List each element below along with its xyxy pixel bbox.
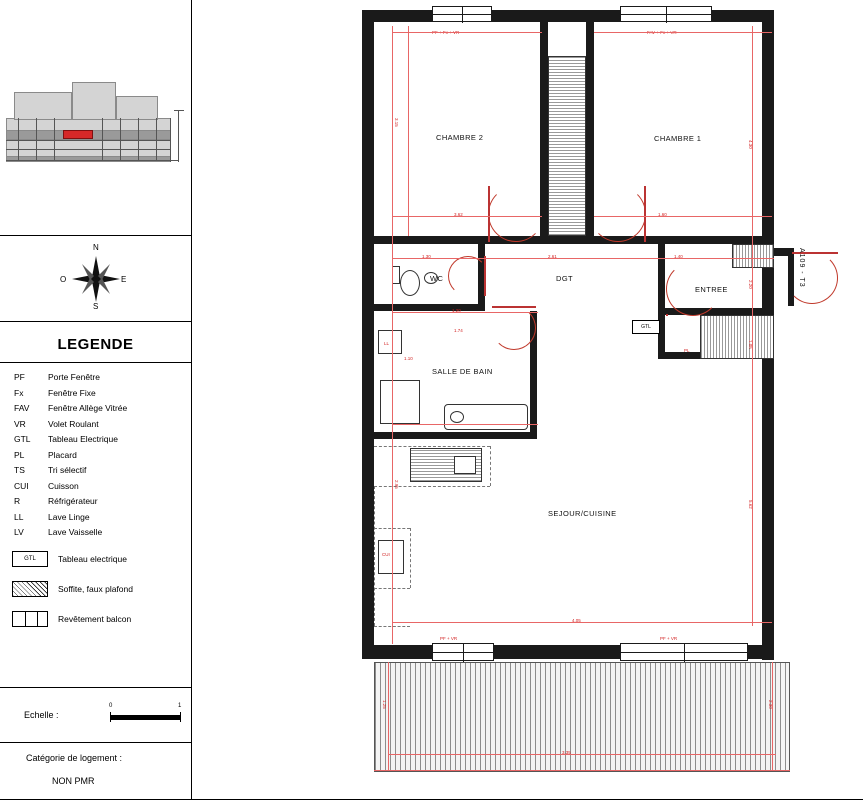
dwelling-category-section — [0, 743, 191, 799]
bathroom-sink-icon — [450, 411, 464, 423]
dimension-text: 4.05 — [572, 618, 581, 623]
cuisson-tag: CUI — [382, 552, 390, 557]
room-label-dgt: DGT — [556, 274, 574, 283]
legend-abbr: GTL — [14, 434, 31, 444]
kitchen-dash-col — [410, 528, 411, 588]
elevation-drawing — [6, 70, 186, 165]
legend-abbr: VR — [14, 418, 26, 429]
legend-definition: Fenêtre Allège Vitrée — [48, 403, 128, 413]
closet-entree — [700, 315, 774, 359]
compass-label-s: S — [93, 302, 99, 311]
legend-item — [14, 463, 184, 479]
dimension-text: 1.20 — [452, 308, 461, 313]
legend-item — [14, 494, 184, 510]
legend-abbr: TS — [14, 465, 25, 475]
legend-definition: Lave Linge — [48, 511, 90, 522]
legend-item — [14, 448, 184, 464]
dim-line-right — [752, 26, 753, 626]
legend-item — [14, 525, 184, 541]
dim-line-left-inner — [408, 26, 409, 236]
category-label: Catégorie de logement : — [26, 753, 123, 763]
legend-abbr: R — [14, 496, 21, 506]
legend-definition: Tableau Electrique — [48, 434, 118, 444]
legend-symbol-list — [12, 544, 187, 634]
window-sejour-right — [620, 643, 748, 661]
dimension-text: 3.35 — [562, 750, 571, 755]
wall-gtl-bottom — [658, 352, 700, 359]
scale-max-label: 1 — [178, 703, 182, 709]
kitchen-dash-left — [374, 486, 375, 626]
hatch-swatch-icon — [12, 581, 48, 597]
door-wc — [448, 256, 488, 296]
legend-item — [14, 370, 184, 386]
legend-definition: Cuisson — [48, 480, 79, 491]
dimension-text: 1.60 — [658, 212, 667, 217]
dim-line-mid-bedrooms-right — [594, 216, 772, 217]
category-value: NON PMR — [52, 776, 95, 786]
terrace-area — [374, 662, 790, 772]
legend-abbr: LV — [14, 527, 24, 537]
room-label-entree: ENTREE — [695, 285, 728, 294]
dimension-text: 2.61 — [548, 254, 557, 259]
wall-salledebain-bottom — [374, 432, 537, 439]
compass-label-o: O — [60, 275, 67, 284]
legend-item — [14, 401, 184, 417]
dimension-text: 1.74 — [454, 328, 463, 333]
dimension-text: 1.30 — [422, 254, 431, 259]
door-leaf-wc — [484, 256, 486, 296]
dim-line-left-outer — [392, 26, 393, 644]
legend-definition: Volet Roulant — [48, 418, 99, 429]
legend-symbol-row — [12, 604, 187, 634]
dim-line-top-right — [594, 32, 772, 33]
legend-heading: LEGENDE — [57, 336, 134, 353]
dimension-text: 3.15 — [394, 118, 399, 127]
room-label-wc: WC — [430, 274, 444, 283]
wall-bedrooms-bottom — [374, 236, 774, 244]
scale-section — [0, 688, 191, 743]
window-chambre-1 — [620, 6, 712, 22]
door-chambre-2 — [488, 186, 544, 242]
legend-panel — [0, 0, 192, 800]
gtl-electrical-panel: GTL — [632, 320, 660, 334]
dimension-text: 1.10 — [404, 356, 413, 361]
dimension-text: 2.95 — [394, 480, 399, 489]
fridge-icon — [378, 540, 404, 574]
legend-abbr: CUI — [14, 480, 29, 491]
dimension-text: 5.62 — [748, 500, 753, 509]
kitchen-dash-right — [490, 446, 491, 486]
dim-line-terrace — [388, 754, 776, 755]
legend-definition: Fenêtre Fixe — [48, 387, 96, 398]
gtl-box-icon: GTL — [12, 551, 48, 567]
dim-line-mid-bedrooms — [392, 216, 542, 217]
legend-definition: Réfrigérateur — [48, 496, 98, 506]
apartment-floor-plan — [192, 0, 863, 799]
wall-entree-left — [658, 244, 665, 314]
scale-min-label: 0 — [109, 703, 113, 709]
legend-symbol-row — [12, 544, 187, 574]
dim-line-hall — [392, 258, 774, 259]
legend-item — [14, 479, 184, 495]
compass-label-e: E — [121, 275, 127, 284]
legend-item — [14, 510, 184, 526]
room-label-chambre-1: CHAMBRE 1 — [654, 134, 702, 143]
window-tag-bottom-left: PF + VR — [440, 636, 458, 641]
dimension-text: 1.25 — [382, 700, 387, 709]
compass-label-n: N — [93, 243, 99, 252]
room-label-chambre-2: CHAMBRE 2 — [436, 133, 484, 142]
window-sejour-left — [432, 643, 494, 661]
window-tag-bottom-right: PF + VR — [660, 636, 678, 641]
washing-machine-icon — [378, 330, 402, 354]
legend-abbr: FAV — [14, 403, 30, 413]
wall-wc-bottom — [374, 304, 485, 311]
legend-definition: Tri sélectif — [48, 465, 87, 475]
lot-reference-label: A109 - T3 — [798, 248, 805, 288]
legend-abbr: LL — [14, 511, 24, 522]
legend-item — [14, 417, 184, 433]
room-label-salle-de-bain: SALLE DE BAIN — [432, 367, 493, 376]
dim-line-wc — [392, 312, 538, 313]
door-leaf-sejour — [666, 314, 668, 316]
door-entree-main — [786, 252, 838, 304]
legend-abbr: PL — [14, 449, 25, 460]
legend-symbol-label: Tableau electrique — [58, 554, 127, 564]
dimension-text: 3.62 — [454, 212, 463, 217]
compass-rose-section — [0, 236, 191, 322]
balcony-swatch-icon — [12, 611, 48, 627]
legend-divider — [0, 362, 191, 363]
door-chambre-1 — [590, 186, 646, 242]
compass-icon — [58, 244, 134, 314]
soffite-entree-right — [732, 244, 774, 268]
legend-symbol-label: Revêtement balcon — [58, 614, 132, 624]
dim-line-top-left — [392, 32, 542, 33]
door-leaf-chambre-2 — [488, 186, 490, 242]
placard-tag: PL — [684, 348, 690, 353]
lave-linge-tag: LL — [384, 341, 390, 346]
legend-definition: Lave Vaisselle — [48, 527, 103, 537]
dimension-text: 1.05 — [748, 340, 753, 349]
legend-section — [0, 322, 191, 688]
dim-line-plan-bottom — [374, 770, 790, 771]
wc-cistern-icon — [392, 266, 400, 284]
legend-symbol-row — [12, 574, 187, 604]
door-leaf-chambre-1 — [644, 186, 646, 242]
legend-abbreviation-list — [14, 370, 184, 541]
legend-definition: Placard — [48, 449, 77, 460]
dim-line-sejour-bottom — [392, 622, 772, 623]
legend-item — [14, 432, 184, 448]
legend-symbol-label: Soffite, faux plafond — [58, 584, 133, 594]
legend-abbr: Fx — [14, 387, 24, 398]
legend-definition: Porte Fenêtre — [48, 372, 100, 382]
dimension-text: 2.30 — [768, 700, 773, 709]
building-elevation-thumbnail — [0, 0, 191, 236]
window-chambre-2 — [432, 6, 492, 22]
highlighted-unit-marker — [63, 130, 93, 139]
closet-chambre-2 — [548, 56, 586, 236]
scale-label: Echelle : — [24, 710, 59, 720]
dim-line-terrace-right — [772, 662, 773, 770]
dimension-text: 4.30 — [748, 140, 753, 149]
cooktop-icon — [454, 456, 476, 474]
legend-item — [14, 386, 184, 402]
room-label-sejour-cuisine: SEJOUR/CUISINE — [548, 509, 617, 518]
dim-line-sdb — [392, 424, 538, 425]
dimension-text: 1.40 — [674, 254, 683, 259]
dimension-text: 2.20 — [748, 280, 753, 289]
exterior-wall-top — [362, 10, 774, 22]
legend-abbr: PF — [14, 372, 25, 382]
scale-bar — [109, 703, 182, 721]
shower-tray-icon — [380, 380, 420, 424]
wc-bowl-icon — [400, 270, 420, 296]
door-leaf-salle-de-bain — [492, 306, 536, 308]
